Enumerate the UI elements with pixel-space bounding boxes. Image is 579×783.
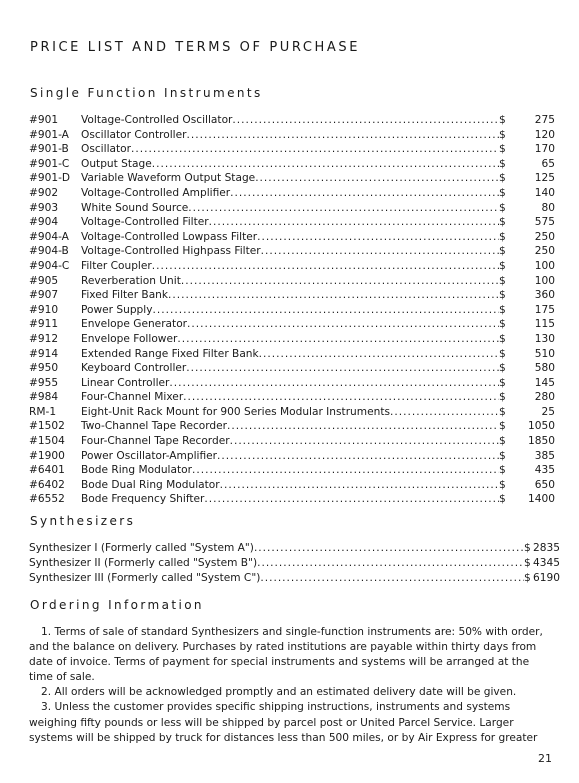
price-amount: 510: [534, 347, 555, 360]
dot-leader: [152, 259, 499, 274]
item-code: #902: [29, 186, 59, 199]
currency-symbol: $: [524, 542, 531, 554]
currency-symbol: $: [499, 245, 506, 258]
price-list-row: [29, 405, 555, 420]
item-description: Envelope Generator: [81, 318, 188, 331]
dot-leader: [232, 113, 499, 128]
price-amount: 6190: [533, 572, 560, 584]
item-description: Oscillator: [81, 143, 131, 156]
item-price: [499, 171, 555, 186]
price-list-row: [29, 142, 555, 157]
synthesizer-row: [29, 541, 560, 556]
price-amount: 115: [534, 318, 555, 331]
price-list-row: [29, 463, 555, 478]
currency-symbol: $: [499, 172, 506, 185]
price-list-row: [29, 288, 555, 303]
item-price: [499, 259, 555, 274]
dot-leader: [181, 274, 499, 289]
item-description: Four-Channel Mixer: [81, 391, 184, 404]
price-amount: 275: [534, 114, 555, 126]
price-list-row: [29, 317, 555, 332]
synthesizer-row: [29, 571, 560, 586]
price-list-row: [29, 171, 555, 186]
item-price: [499, 317, 555, 332]
item-code: RM-1: [29, 405, 57, 418]
price-list-row: [29, 419, 555, 434]
dot-leader: [259, 347, 499, 362]
item-description: Bode Dual Ring Modulator: [81, 478, 220, 491]
item-description: White Sound Source: [81, 201, 189, 214]
price-amount: 25: [541, 405, 555, 418]
dot-leader: [261, 244, 499, 259]
dot-leader: [131, 142, 499, 157]
item-code: #1900: [29, 449, 65, 462]
item-price: [499, 347, 555, 362]
dot-leader: [227, 419, 499, 434]
price-list-row: [29, 492, 555, 507]
item-price: [499, 230, 555, 245]
currency-symbol: $: [499, 128, 506, 141]
item-description: Keyboard Controller: [81, 362, 187, 375]
currency-symbol: $: [499, 303, 506, 316]
currency-symbol: $: [499, 216, 506, 229]
item-price: [499, 215, 555, 230]
item-code: #904: [29, 216, 59, 229]
currency-symbol: $: [499, 464, 506, 477]
item-description: Eight-Unit Rack Mount for 900 Series Modular Instruments: [81, 405, 390, 418]
price-list-row: [29, 390, 555, 405]
currency-symbol: $: [499, 420, 506, 433]
dot-leader: [177, 332, 499, 347]
currency-symbol: $: [499, 318, 506, 331]
item-code: #901: [29, 114, 59, 126]
item-code: #905: [29, 274, 59, 287]
item-code: #901-D: [29, 172, 71, 185]
price-amount: 65: [541, 157, 555, 170]
price-amount: 2835: [533, 542, 560, 554]
item-code: #907: [29, 289, 59, 302]
item-description: Four-Channel Tape Recorder: [81, 435, 230, 448]
page-number: 21: [538, 752, 552, 765]
item-description: Bode Ring Modulator: [81, 464, 192, 477]
item-description: Two-Channel Tape Recorder: [81, 420, 228, 433]
single-function-price-list: [29, 113, 555, 507]
item-code: #904-C: [29, 259, 70, 272]
currency-symbol: $: [499, 362, 506, 375]
currency-symbol: $: [499, 274, 506, 287]
price-amount: 100: [534, 259, 555, 272]
item-price: [499, 303, 555, 318]
item-description: Voltage-Controlled Amplifier: [81, 186, 231, 199]
item-description: Variable Waveform Output Stage: [81, 172, 256, 185]
item-description: Voltage-Controlled Lowpass Filter: [81, 230, 258, 243]
price-list-row: [29, 201, 555, 216]
item-price: [499, 434, 555, 449]
dot-leader: [230, 434, 499, 449]
currency-symbol: $: [499, 405, 506, 418]
currency-symbol: $: [499, 435, 506, 448]
currency-symbol: $: [499, 493, 506, 506]
ordering-paragraph: 1. Terms of sale of standard Synthesizers and single-function instruments are: 50% with order, and the balance on delivery. Purchases by rated institutions are payable within thirty days from date of invoice. Terms of payment for special instruments and systems will be arranged at the time of sale.: [29, 626, 543, 684]
synthesizer-description: Synthesizer I (Formerly called "System A"): [29, 542, 254, 554]
price-amount: 145: [534, 376, 555, 389]
currency-symbol: $: [499, 347, 506, 360]
item-price: [499, 274, 555, 289]
dot-leader: [192, 463, 499, 478]
item-price: [499, 288, 555, 303]
currency-symbol: $: [499, 143, 506, 156]
synthesizer-price: [524, 541, 560, 556]
dot-leader: [257, 556, 524, 571]
item-price: [499, 492, 555, 507]
item-code: #904-A: [29, 230, 69, 243]
item-price: [499, 244, 555, 259]
synthesizer-row: [29, 556, 560, 571]
item-description: Envelope Follower: [81, 332, 178, 345]
item-price: [499, 390, 555, 405]
price-list-row: [29, 230, 555, 245]
item-code: #984: [29, 391, 59, 404]
item-description: Power Oscillator-Amplifier: [81, 449, 218, 462]
item-code: #901-C: [29, 157, 70, 170]
section-heading-single-function: Single Function Instruments: [30, 86, 263, 100]
price-amount: 385: [534, 449, 555, 462]
dot-leader: [188, 201, 499, 216]
currency-symbol: $: [499, 186, 506, 199]
synthesizer-price-list: [29, 541, 560, 586]
item-description: Extended Range Fixed Filter Bank: [81, 347, 259, 360]
item-code: #901-B: [29, 143, 69, 156]
price-list-row: [29, 478, 555, 493]
dot-leader: [230, 186, 499, 201]
currency-symbol: $: [499, 201, 506, 214]
currency-symbol: $: [499, 332, 506, 345]
price-amount: 170: [534, 143, 555, 156]
item-description: Oscillator Controller: [81, 128, 187, 141]
price-amount: 80: [541, 201, 555, 214]
price-amount: 580: [534, 362, 555, 375]
item-price: [499, 113, 555, 128]
item-price: [499, 376, 555, 391]
item-price: [499, 361, 555, 376]
price-list-row: [29, 434, 555, 449]
price-amount: 100: [534, 274, 555, 287]
price-amount: 140: [534, 186, 555, 199]
item-code: #6401: [29, 464, 65, 477]
price-list-row: [29, 113, 555, 128]
price-list-row: [29, 244, 555, 259]
currency-symbol: $: [499, 289, 506, 302]
price-list-row: [29, 215, 555, 230]
ordering-paragraph: 2. All orders will be acknowledged promptly and an estimated delivery date will be given.: [41, 686, 517, 699]
item-description: Linear Controller: [81, 376, 170, 389]
item-price: [499, 157, 555, 172]
price-list-row: [29, 347, 555, 362]
ordering-information-text: [29, 625, 555, 746]
price-list-row: [29, 274, 555, 289]
item-code: #955: [29, 376, 59, 389]
currency-symbol: $: [524, 557, 531, 569]
dot-leader: [390, 405, 499, 420]
item-description: Power Supply: [81, 303, 153, 316]
item-code: #901-A: [29, 128, 69, 141]
dot-leader: [260, 571, 524, 586]
price-amount: 360: [534, 289, 555, 302]
price-amount: 250: [534, 245, 555, 258]
currency-symbol: $: [499, 230, 506, 243]
item-code: #6402: [29, 478, 65, 491]
item-price: [499, 449, 555, 464]
price-list-row: [29, 376, 555, 391]
currency-symbol: $: [499, 114, 506, 126]
dot-leader: [152, 157, 499, 172]
synthesizer-description: Synthesizer II (Formerly called "System B"): [29, 557, 258, 569]
dot-leader: [257, 230, 499, 245]
section-heading-ordering: Ordering Information: [30, 598, 204, 612]
dot-leader: [209, 215, 499, 230]
item-code: #1502: [29, 420, 65, 433]
item-description: Bode Frequency Shifter: [81, 493, 205, 506]
item-code: #912: [29, 332, 59, 345]
synthesizer-price: [524, 556, 560, 571]
price-amount: 435: [534, 464, 555, 477]
dot-leader: [187, 317, 499, 332]
price-amount: 575: [534, 216, 555, 229]
item-description: Voltage-Controlled Filter: [81, 216, 209, 229]
currency-symbol: $: [499, 376, 506, 389]
page-title: PRICE LIST AND TERMS OF PURCHASE: [30, 40, 361, 55]
price-amount: 130: [534, 332, 555, 345]
currency-symbol: $: [499, 259, 506, 272]
dot-leader: [186, 128, 499, 143]
currency-symbol: $: [499, 449, 506, 462]
price-list-row: [29, 128, 555, 143]
item-price: [499, 405, 555, 420]
item-code: #903: [29, 201, 59, 214]
dot-leader: [186, 361, 499, 376]
price-amount: 125: [534, 172, 555, 185]
dot-leader: [169, 376, 499, 391]
item-price: [499, 478, 555, 493]
item-code: #911: [29, 318, 59, 331]
price-amount: 250: [534, 230, 555, 243]
item-code: #914: [29, 347, 59, 360]
price-list-row: [29, 449, 555, 464]
price-list-row: [29, 186, 555, 201]
price-list-row: [29, 259, 555, 274]
synthesizer-description: Synthesizer III (Formerly called "System C"): [29, 572, 261, 584]
dot-leader: [204, 492, 499, 507]
item-code: #904-B: [29, 245, 69, 258]
item-price: [499, 128, 555, 143]
dot-leader: [255, 171, 499, 186]
price-amount: 175: [534, 303, 555, 316]
price-amount: 1400: [528, 493, 555, 506]
price-list-row: [29, 157, 555, 172]
item-code: #6552: [29, 493, 65, 506]
item-price: [499, 332, 555, 347]
price-amount: 120: [534, 128, 555, 141]
item-code: #1504: [29, 435, 65, 448]
currency-symbol: $: [524, 572, 531, 584]
price-amount: 650: [534, 478, 555, 491]
ordering-paragraph: 3. Unless the customer provides specific shipping instructions, instruments and systems weighing fifty pounds or less will be shipped by parcel post or United Parcel Service. Larger systems will be shipped by truck for distances less than 500 miles, or by Air Express for greater: [29, 701, 538, 744]
item-price: [499, 419, 555, 434]
item-code: #950: [29, 362, 59, 375]
item-description: Filter Coupler: [81, 259, 152, 272]
synthesizer-price: [524, 571, 560, 586]
dot-leader: [254, 541, 524, 556]
item-description: Fixed Filter Bank: [81, 289, 169, 302]
price-amount: 1850: [528, 435, 555, 448]
item-price: [499, 201, 555, 216]
dot-leader: [220, 478, 499, 493]
item-description: Voltage-Controlled Highpass Filter: [81, 245, 261, 258]
dot-leader: [217, 449, 499, 464]
item-price: [499, 142, 555, 157]
item-price: [499, 186, 555, 201]
price-amount: 4345: [533, 557, 560, 569]
currency-symbol: $: [499, 391, 506, 404]
item-code: #910: [29, 303, 59, 316]
price-amount: 280: [534, 391, 555, 404]
dot-leader: [168, 288, 499, 303]
item-price: [499, 463, 555, 478]
item-description: Voltage-Controlled Oscillator: [81, 114, 233, 126]
item-description: Output Stage: [81, 157, 152, 170]
price-amount: 1050: [528, 420, 555, 433]
item-description: Reverberation Unit: [81, 274, 181, 287]
dot-leader: [153, 303, 500, 318]
currency-symbol: $: [499, 478, 506, 491]
currency-symbol: $: [499, 157, 506, 170]
section-heading-synthesizers: Synthesizers: [30, 514, 136, 528]
price-list-row: [29, 361, 555, 376]
price-list-row: [29, 303, 555, 318]
dot-leader: [183, 390, 499, 405]
price-list-row: [29, 332, 555, 347]
